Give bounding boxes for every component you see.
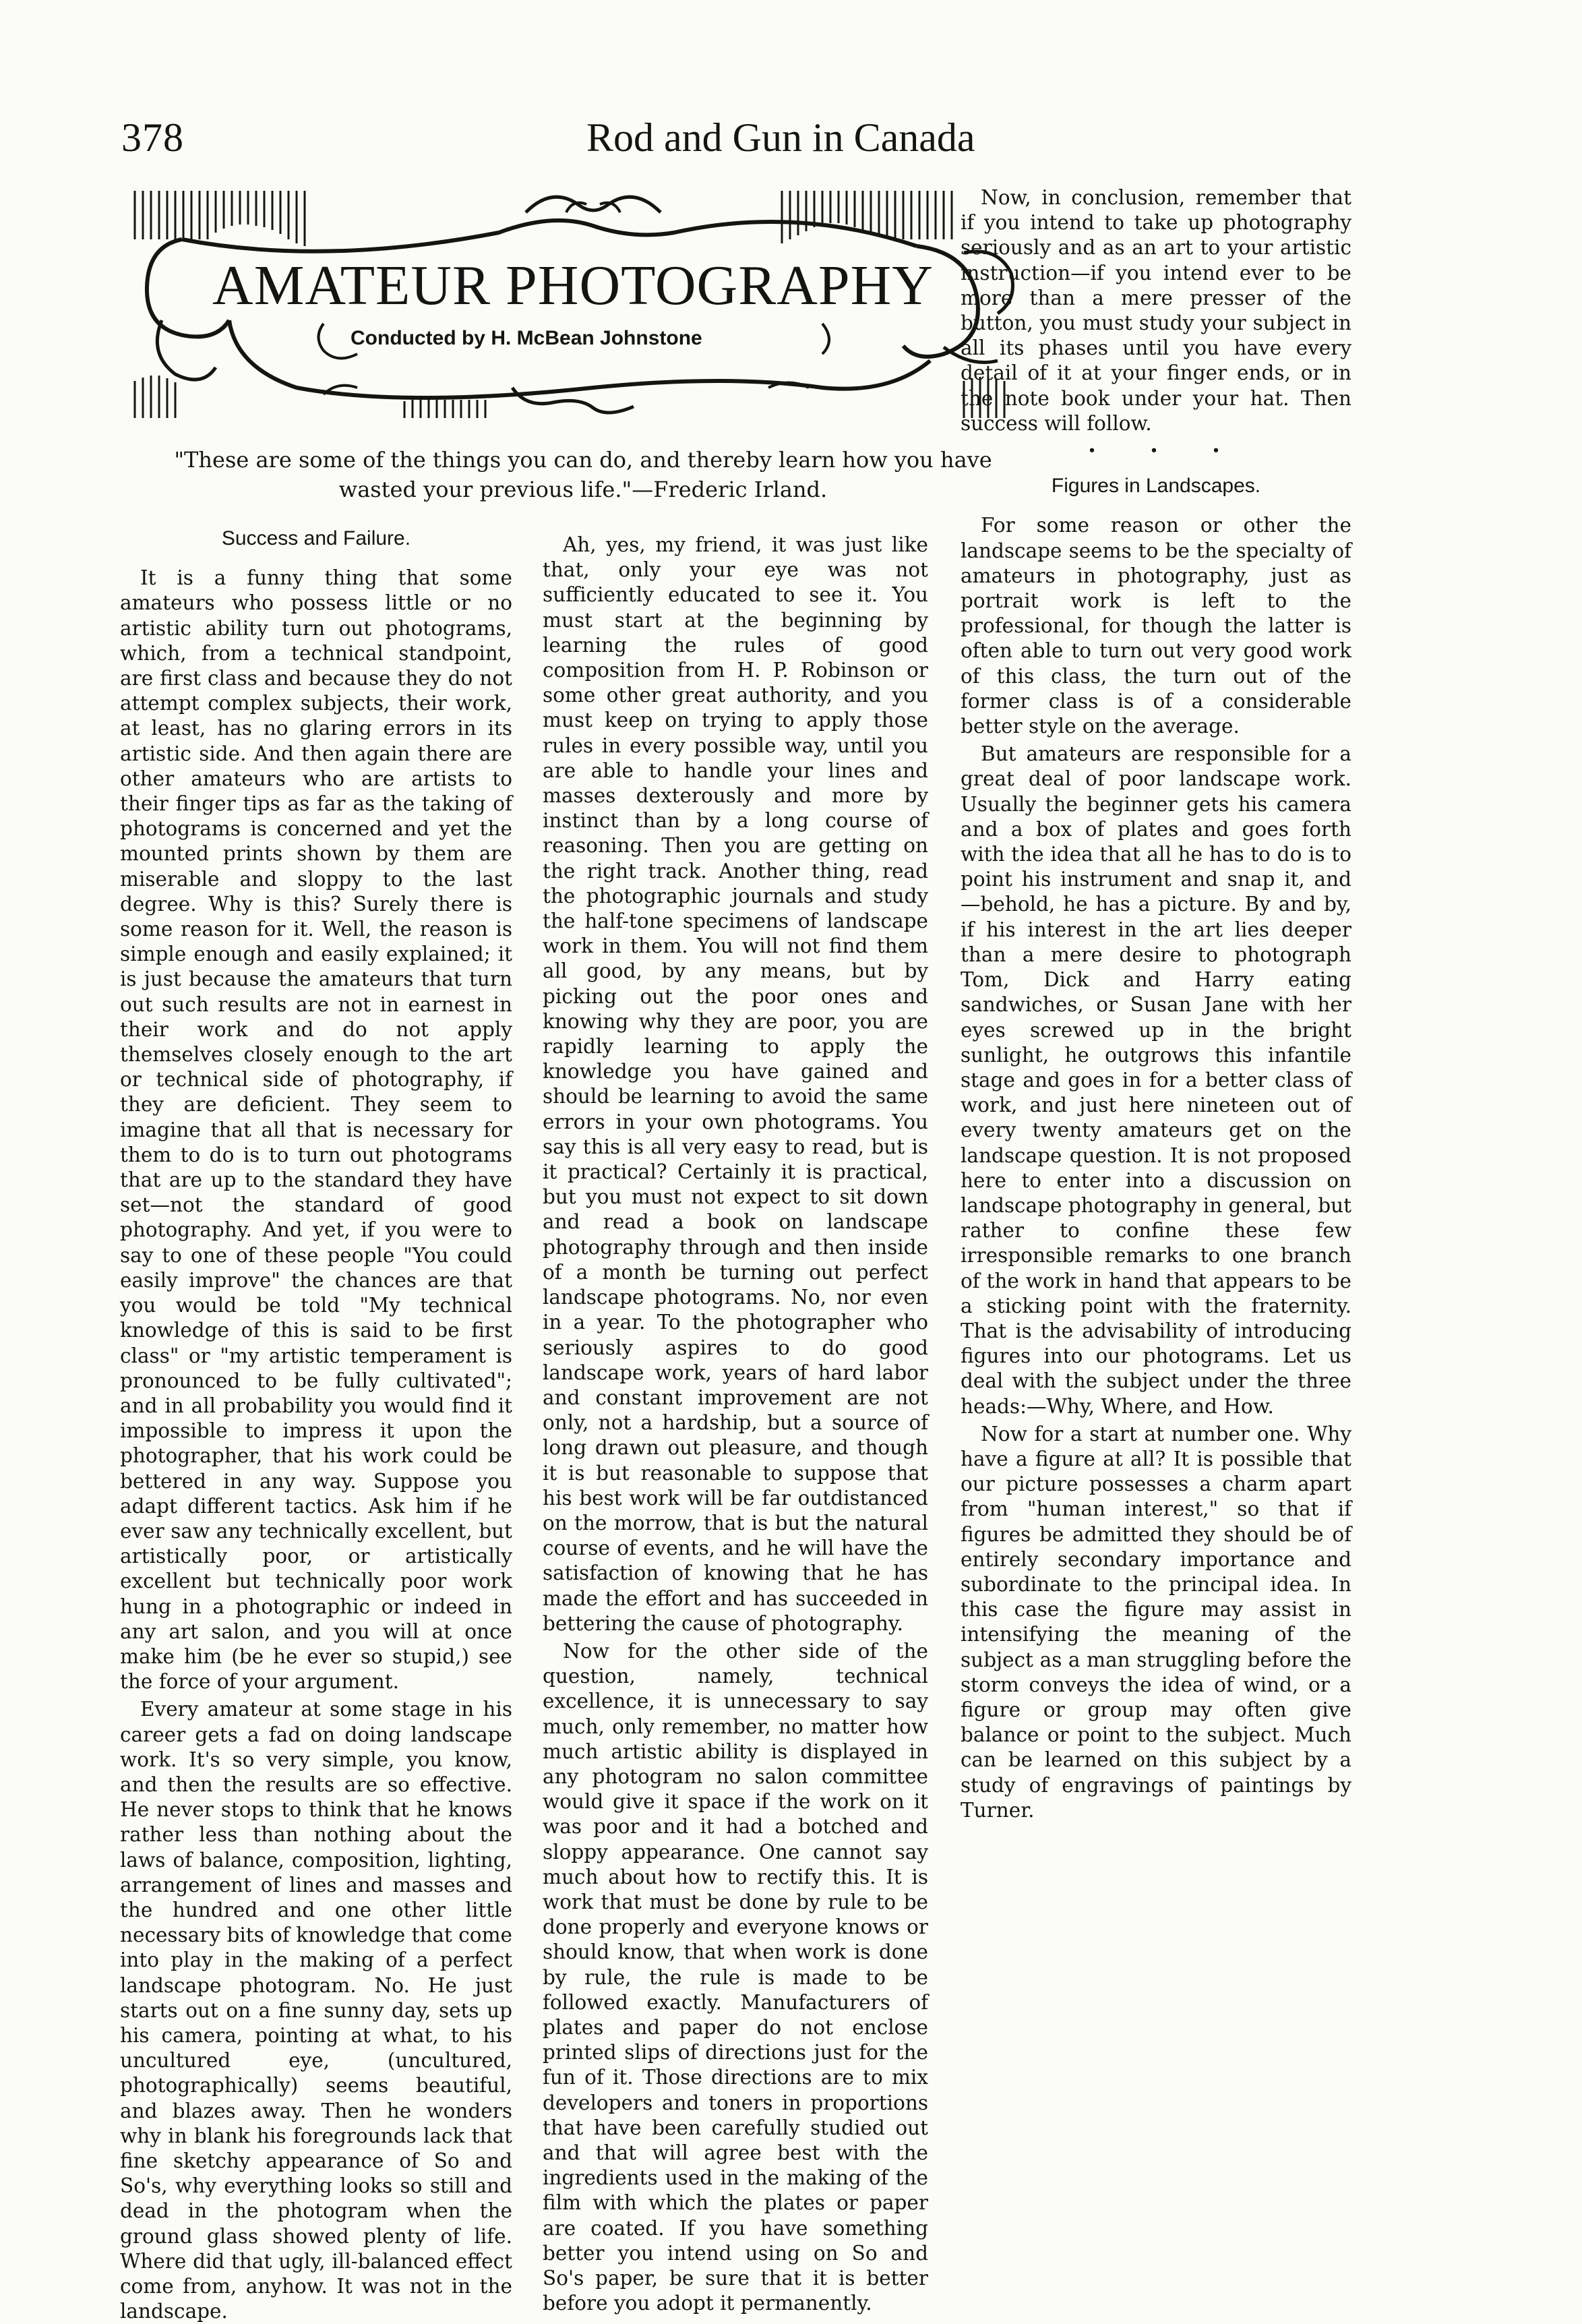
article-paragraph: But amateurs are responsible for a great deal of poor landscape work. Usually the beginner gets his camera and a box of plates and goes forth with the idea that all he has to do is to point his instrument and snap it, and—behold, he has a picture. By and by, if his interest in the art lies deeper than a mere desire to photograph Tom, Dick and Harry eating sandwiches, or Susan Jane with her eyes screwed up in the bright sunlight, he outgrows this infantile stage and goes in for a better class of work, and just here nineteen out of every twenty amateurs get on the landscape question. It is not proposed here to enter into a discussion on landscape photography in general, but rather to confine these few irresponsible remarks to one branch of the work in hand that appears to be a sticking point with the fraternity. That is the advisability of introducing figures into our photograms. Let us deal with the subject under the three heads:—Why, Where, and How. [961,742,1351,1418]
article-paragraph: Every amateur at some stage in his career gets a fad on doing landscape work. It's so very simple, you know, and then the results are so effective. He never stops to think that he knows rather less than nothing about the laws of balance, composition, lighting, arrangement of lines and masses and the hundred and one other little necessary bits of knowledge that come into play in the making of a perfect landscape photogram. No. He just starts out on a fine sunny day, sets up his camera, pointing at what, to his uncultured eye, (uncultured, photographically) seems beautiful, and blazes away. Then he wonders why in blank his foregrounds lack that fine sketchy appearance of So and So's, why everything looks so still and dead in the photogram when the ground glass showed plenty of life. Where did that ugly, ill-balanced effect come from, anyhow. It was not in the landscape. [120,1698,512,2323]
running-head: Rod and Gun in Canada [586,115,975,160]
page-number: 378 [121,115,184,160]
epigraph: "These are some of the things you can do, and thereby learn how you have wasted your previous life."—Frederic Irland. [174,447,992,502]
column-1 [120,526,512,2323]
section-separator: • • • [1087,443,1245,460]
column-3 [961,185,1351,2026]
department-title: AMATEUR PHOTOGRAPHY [212,254,934,317]
article-paragraph: Now, in conclusion, remember that if you intend to take up photography seriously and as an art to your artistic instruction—if you intend ever to be more than a mere presser of the button, you must study your subject in all its phases until you have every detail of it at your finger ends, or in the note book under your hat. Then success will follow. [961,186,1351,435]
article-paragraph: Now for the other side of the question, namely, technical excellence, it is unnecessary to say much, only remember, no matter how much artistic ability is displayed in any photogram no salon committee would give it space if the work on it was poor and it had a botched and sloppy appearance. One cannot say much about how to rectify this. It is work that must be done by rule to be done properly and everyone knows or should know, that when work is done by rule, the rule is made to be followed exactly. Manufacturers of plates and paper do not enclose printed slips of directions just for the fun of it. Those directions are to mix developers and toners in proportions that have been carefully studied out and that will agree best with the ingredients used in the making of the film with which the plates or paper are coated. If you have something better you intend using on So and So's paper, be sure that it is better before you adopt it permanently. [543,1639,928,2315]
article-paragraph: It is a funny thing that some amateurs who possess little or no artistic ability turn out photograms, which, from a technical standpoint, are first class and because they do not attempt complex subjects, their work, at least, has no glaring errors in its artistic side. And then again there are other amateurs who are artists to their finger tips as far as the taking of photograms is concerned and yet the mounted prints shown by them are miserable and sloppy to the last degree. Why is this? Surely there is some reason for it. Well, the reason is simple enough and easily explained; it is just because the amateurs that turn out such results are not in earnest in their work and do not apply themselves closely enough to the art or technical side of photography, if they are deficient. They seem to imagine that all that is necessary for them to do is to turn out photograms that are up to the standard they have set—not the standard of good photography. And yet, if you were to say to one of these people "You could easily improve" the chances are that you would be told "My technical knowledge of this is said to be first class" or "my artistic temperament is pronounced to be fully cultivated"; and in all probability you would find it impossible to impress it upon the photographer, that his work could be bettered in any way. Suppose you adapt different tactics. Ask him if he ever saw any technically excellent, but artistically poor, or artistically excellent but technically poor work hung in a photographic or indeed in any art salon, and you will at once make him (be he ever so stupid,) see the force of your argument. [120,566,512,1694]
column-2 [543,533,928,2315]
article-heading: Success and Failure. [221,527,411,549]
article-heading: Figures in Landscapes. [1051,475,1261,498]
department-masthead [121,185,1025,425]
article-paragraph: For some reason or other the landscape seems to be the specialty of amateurs in photography, just as portrait work is left to the professional, for though the latter is often able to turn out very good work of this class, the turn out of the former class is of a considerable better style on the average. [961,514,1351,738]
article-paragraph: Ah, yes, my friend, it was just like that, only your eye was not sufficiently educated to see it. You must start at the beginning by learning the rules of good composition from H. P. Robinson or some other great authority, and you must keep on trying to apply those rules in every possible way, until you are able to handle your lines and masses dexterously and more by instinct than by a long course of reasoning. Then you are getting on the right track. Another thing, read the photographic journals and study the half-tone specimens of landscape work in them. You will not find them all good, by any means, but by picking out the poor ones and knowing why they are poor, you are rapidly learning to apply the knowledge you have gained and should be learning to avoid the same errors in your own photograms. You say this is all very easy to read, but is it practical? Certainly it is practical, but you must not expect to sit down and read a book on landscape photography through and then inside of a month be turning out perfect landscape photograms. No, nor even in a year. To the photographer who seriously aspires to do good landscape work, years of hard labor and constant improvement are not only, not a hardship, but a source of long drawn out pleasure, and though it is but reasonable to suppose that his best work will be far outdistanced on the morrow, that is but the natural course of events, and he will have the satisfaction of knowing that he has made the effort and has succeeded in bettering the cause of photography. [543,533,928,1635]
article-paragraph: Now for a start at number one. Why have a figure at all? It is possible that our picture possesses a charm apart from "human interest," so that if figures be admitted they should be of entirely secondary importance and subordinate to the principal idea. In this case the figure may assist in intensifying the meaning of the subject as a man struggling before the storm conveys the idea of wind, or a figure or group may often give balance or point to the subject. Much can be learned on this subject by a study of engravings of paintings by Turner. [961,1422,1351,1822]
byline: Conducted by H. McBean Johnstone [351,327,702,349]
